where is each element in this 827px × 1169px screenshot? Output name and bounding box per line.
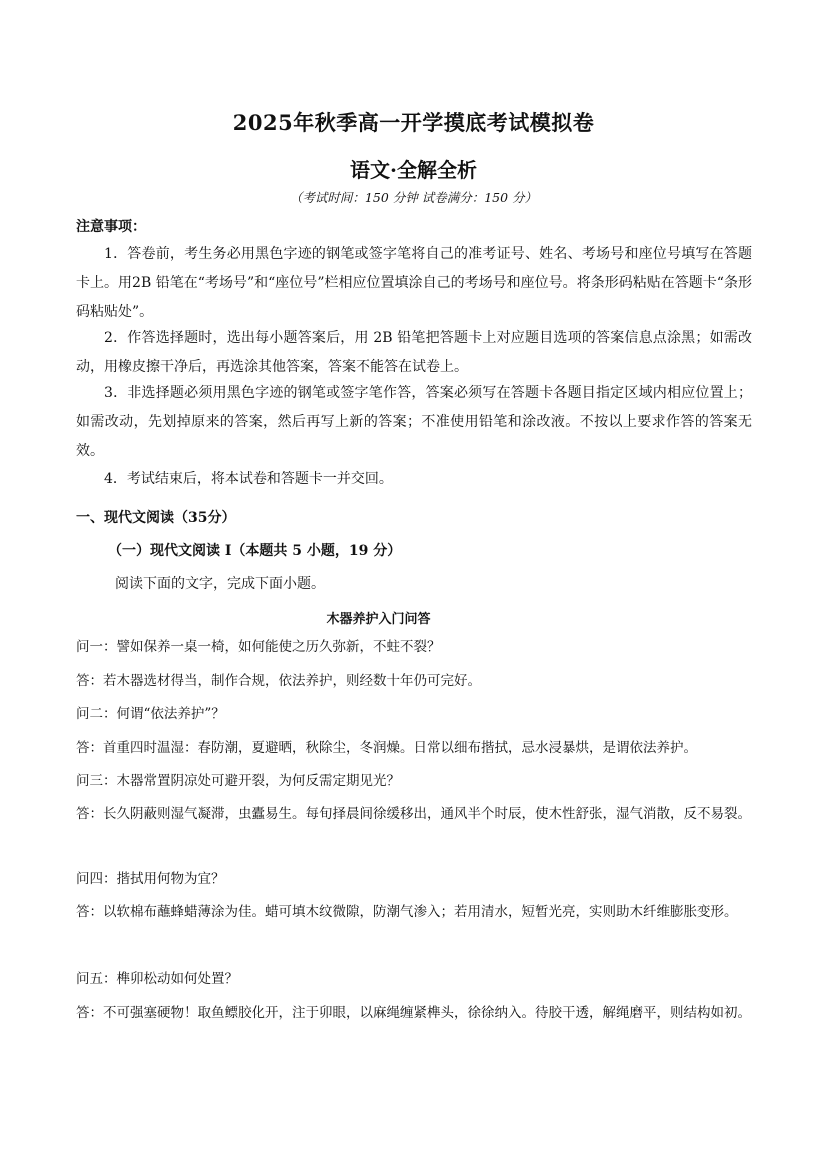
article-title xyxy=(0,608,827,627)
qa-question-1: 问一：譬如保养一桌一椅，如何能使之历久弥新，不蛀不裂？ xyxy=(76,639,441,655)
notice-item-4: 4．考试结束后，将本试卷和答题卡一并交回。 xyxy=(104,471,393,487)
qa-question-2: 问二：何谓“依法养护”？ xyxy=(76,706,225,722)
qa-answer-3: 答：长久阴蔽则湿气凝滞，虫蠹易生。每旬择晨间徐缓移出，通风半个时辰，使木性舒张，湿气消散，反不易裂。 xyxy=(76,806,751,822)
qa-question-3: 问三：木器常置阴凉处可避开裂，为何反需定期见光？ xyxy=(76,773,400,789)
exam-title: 2025年秋季高一开学摸底考试模拟卷 xyxy=(232,110,595,135)
notice-item-1: 1．答卷前，考生务必用黑色字迹的钢笔或签字笔将自己的准考证号、姓名、考场号和座位号填写在答题卡上。用2B 铅笔在“考场号”和“座位号”栏相应位置填涂自己的考场号和座位号。将条形码粘贴在答题卡“条形码粘贴处”。 xyxy=(76,246,752,320)
notice-item-3: 3．非选择题必须用黑色字迹的钢笔或签字笔作答，答案必须写在答题卡各题目指定区域内相应位置上；如需改动，先划掉原来的答案，然后再写上新的答案；不准使用铅笔和涂改液。不按以上要求作答的答案无效。 xyxy=(76,385,752,459)
subsection-heading: （一）现代文阅读 I（本题共 5 小题，19 分） xyxy=(108,543,402,559)
section-heading: 一、现代文阅读（35分） xyxy=(76,510,236,526)
qa-answer-2: 答：首重四时温湿：春防潮，夏避晒，秋除尘，冬润燥。日常以细布揩拭，忌水浸暴烘，是谓依法养护。 xyxy=(76,740,697,756)
qa-question-5: 问五：榫卯松动如何处置？ xyxy=(76,971,238,987)
qa-question-4: 问四：揩拭用何物为宜？ xyxy=(76,871,225,887)
qa-answer-1: 答：若木器选材得当，制作合规，依法养护，则经数十年仍可完好。 xyxy=(76,673,481,689)
article-title-text: 木器养护入门问答 xyxy=(326,612,431,627)
reading-instruction: 阅读下面的文字，完成下面小题。 xyxy=(115,576,325,592)
exam-info: （考试时间：150 分钟 试卷满分：150 分） xyxy=(289,190,538,205)
notice-item-2: 2．作答选择题时，选出每小题答案后，用 2B 铅笔把答题卡上对应题目选项的答案信息点涂黑；如需改动，用橡皮擦干净后，再选涂其他答案，答案不能答在试卷上。 xyxy=(76,330,752,375)
qa-answer-5: 答：不可强塞硬物！取鱼鳔胶化开，注于卯眼，以麻绳缠紧榫头，徐徐纳入。待胶干透，解绳磨平，则结构如初。 xyxy=(76,1005,751,1021)
notice-heading: 注意事项： xyxy=(76,219,146,235)
qa-answer-4: 答：以软棉布蘸蜂蜡薄涂为佳。蜡可填木纹微隙，防潮气渗入；若用清水，短暂光亮，实则助木纤维膨胀变形。 xyxy=(76,904,738,920)
exam-subtitle: 语文·全解全析 xyxy=(350,158,477,182)
